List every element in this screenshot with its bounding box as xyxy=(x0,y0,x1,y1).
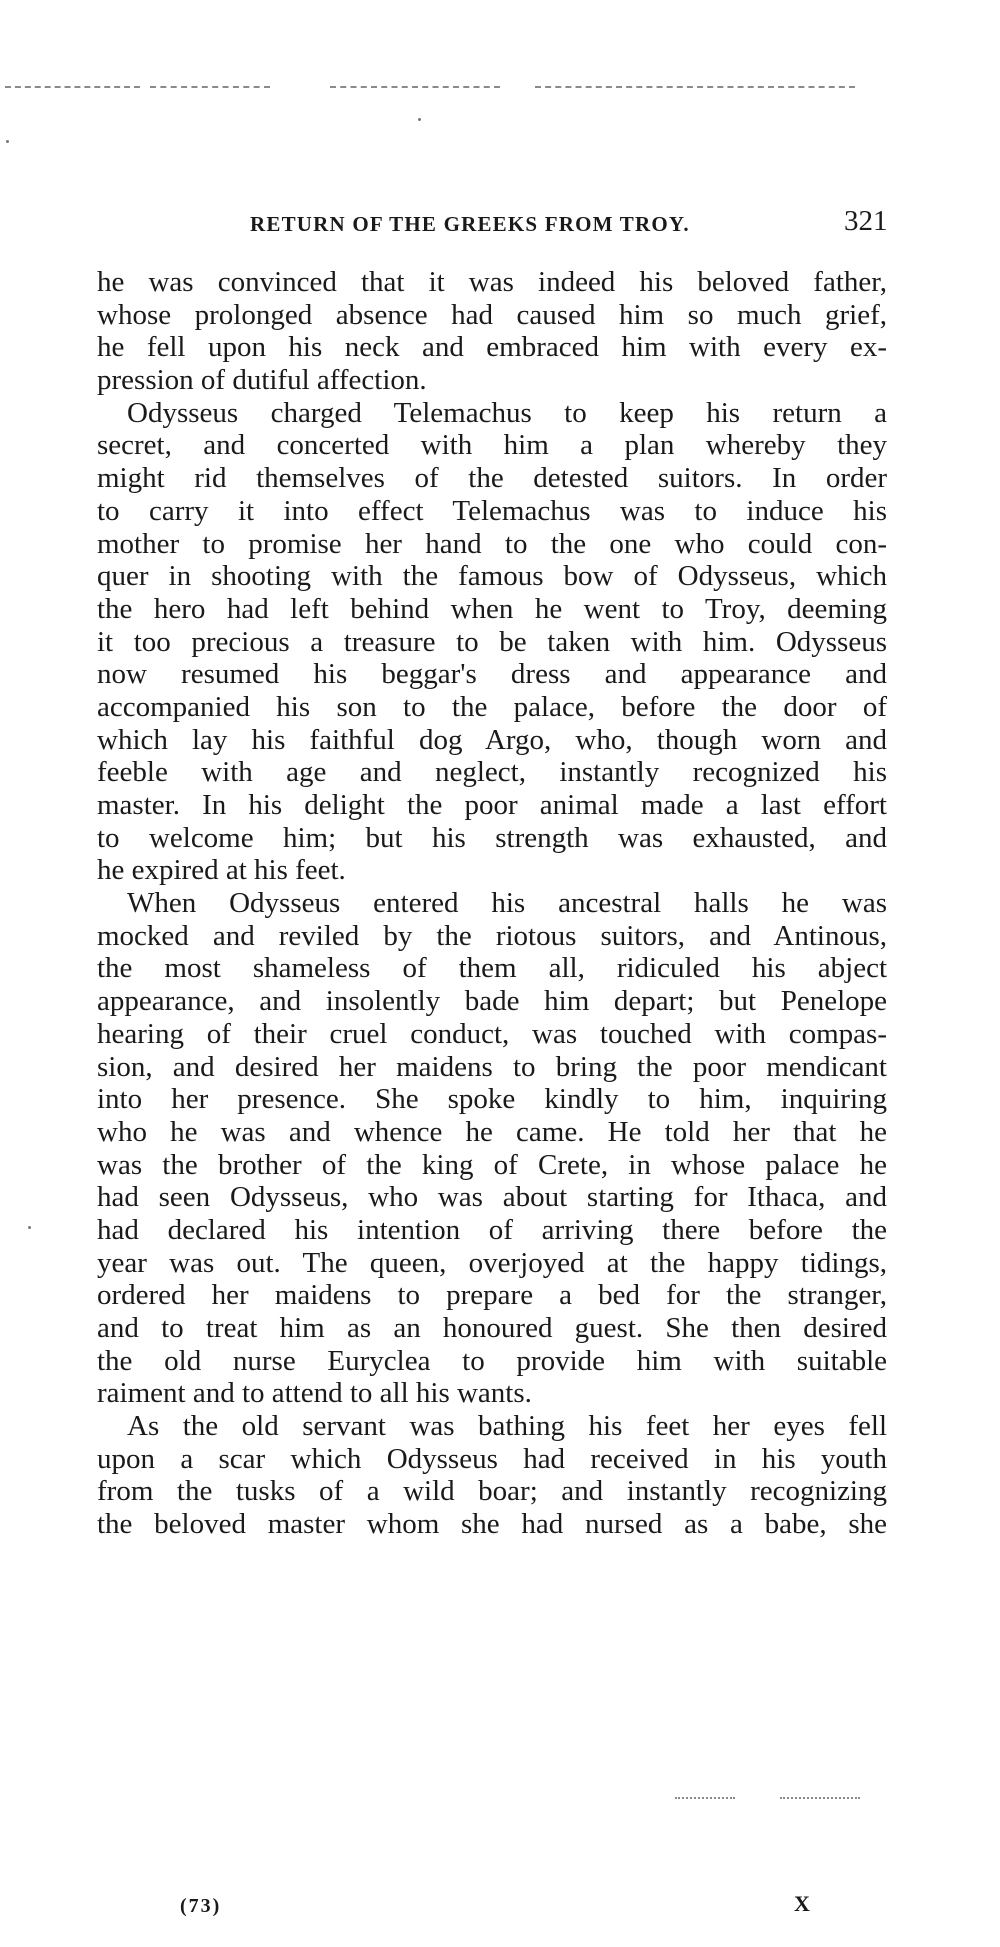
scan-speck xyxy=(6,140,9,143)
text-line: upon a scar which Odysseus had received in his youth xyxy=(97,1442,887,1475)
text-line: had declared his intention of arriving there before the xyxy=(97,1213,887,1246)
text-line: raiment and to attend to all his wants. xyxy=(97,1377,532,1410)
text-line: to carry it into effect Telemachus was to induce his xyxy=(97,494,887,527)
scan-artifact-line xyxy=(150,86,270,88)
text-line: year was out. The queen, overjoyed at the happy tidings, xyxy=(97,1246,887,1279)
text-line: master. In his delight the poor animal made a last effort xyxy=(97,789,887,821)
text-line: ordered her maidens to prepare a bed for the stranger, xyxy=(97,1279,887,1312)
text-line: whose prolonged absence had caused him so much grief, xyxy=(97,298,887,331)
text-line: Odysseus charged Telemachus to keep his return a xyxy=(127,396,887,429)
scan-speck xyxy=(28,1226,31,1229)
text-line: into her presence. She spoke kindly to him, inquiring xyxy=(97,1083,887,1116)
text-line: might rid themselves of the detested suitors. In order xyxy=(97,462,887,495)
text-line: he fell upon his neck and embraced him with every ex- xyxy=(97,331,887,364)
text-line: mocked and reviled by the riotous suitors, and Antinous, xyxy=(97,919,887,952)
text-line: sion, and desired her maidens to bring the poor mendicant xyxy=(97,1050,887,1083)
scan-artifact-line xyxy=(535,86,855,88)
text-line: When Odysseus entered his ancestral halls he was xyxy=(127,887,887,920)
text-line: appearance, and insolently bade him depart; but Penelope xyxy=(97,985,887,1018)
scan-artifact-line xyxy=(5,86,140,88)
running-title: RETURN OF THE GREEKS FROM TROY. xyxy=(250,212,690,236)
text-line: mother to promise her hand to the one who could con- xyxy=(97,527,887,560)
text-line: the beloved master whom she had nursed as a babe, she xyxy=(97,1508,887,1541)
text-line: quer in shooting with the famous bow of Odysseus, which xyxy=(97,560,887,593)
printer-signature: (73) xyxy=(180,1895,222,1917)
text-line: As the old servant was bathing his feet her eyes fell xyxy=(127,1410,887,1443)
text-line: he expired at his feet. xyxy=(97,854,346,887)
text-line: hearing of their cruel conduct, was touched with compas- xyxy=(97,1017,887,1050)
text-line: now resumed his beggar's dress and appearance and xyxy=(97,658,887,691)
text-line: and to treat him as an honoured guest. She then desired xyxy=(97,1312,887,1344)
text-line: accompanied his son to the palace, before the door of xyxy=(97,690,887,723)
text-line: the most shameless of them all, ridiculed his abject xyxy=(97,952,887,985)
text-line: from the tusks of a wild boar; and instantly recognizing xyxy=(97,1475,887,1508)
scan-artifact-line xyxy=(780,1797,860,1799)
text-line: to welcome him; but his strength was exhausted, and xyxy=(97,821,887,854)
text-line: which lay his faithful dog Argo, who, though worn and xyxy=(97,723,887,756)
text-line: had seen Odysseus, who was about starting for Ithaca, and xyxy=(97,1181,887,1214)
text-line: the old nurse Euryclea to provide him with suitable xyxy=(97,1344,887,1377)
text-line: secret, and concerted with him a plan whereby they xyxy=(97,429,887,462)
signature-letter: X xyxy=(794,1891,810,1916)
text-line: it too precious a treasure to be taken with him. Odysseus xyxy=(97,625,887,658)
text-line: who he was and whence he came. He told her that he xyxy=(97,1115,887,1148)
text-line: the hero had left behind when he went to Troy, deeming xyxy=(97,592,887,625)
body-text xyxy=(97,266,887,1541)
page-number: 321 xyxy=(844,205,888,237)
text-line: was the brother of the king of Crete, in whose palace he xyxy=(97,1148,887,1181)
text-line: pression of dutiful affection. xyxy=(97,364,427,397)
scan-artifact-line xyxy=(675,1797,735,1799)
scan-speck xyxy=(418,118,421,121)
scan-artifact-line xyxy=(330,86,500,88)
text-line: he was convinced that it was indeed his beloved father, xyxy=(97,266,887,298)
text-line: feeble with age and neglect, instantly recognized his xyxy=(97,756,887,789)
